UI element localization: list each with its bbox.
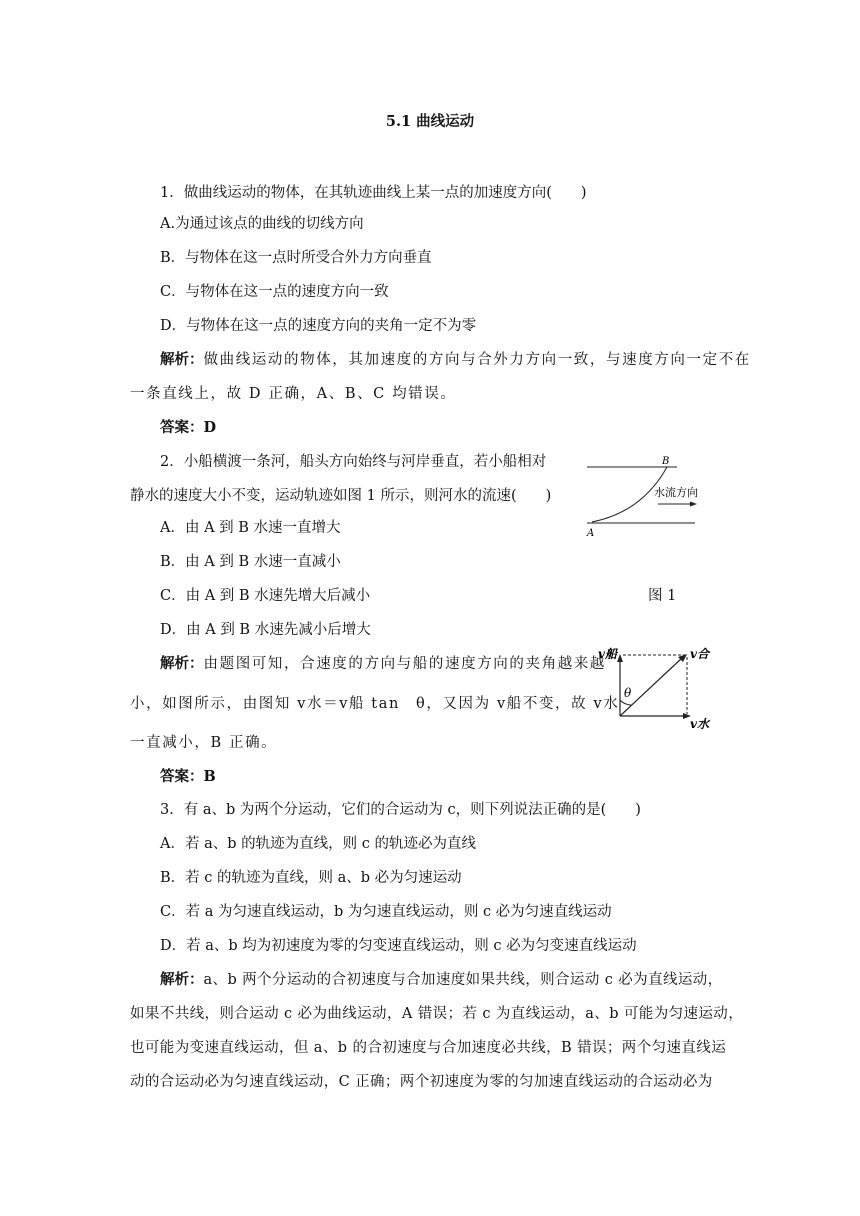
page-title: 5.1 曲线运动	[385, 113, 475, 130]
v-sum-label: v合	[690, 647, 709, 661]
q2-answer: 答案：B	[160, 768, 216, 785]
q1-answer: 答案：D	[160, 419, 217, 436]
q3-analysis-line-4: 动的合运动必为匀速直线运动，C 正确；两个初速度为零的匀加速直线运动的合运动必为	[130, 1074, 713, 1090]
theta-label: θ	[624, 686, 632, 700]
point-a-label: A	[587, 528, 595, 539]
flow-direction-label: 水流方向	[654, 486, 698, 499]
analysis-label: 解析：	[160, 351, 204, 368]
q2-option-d: D．由 A 到 B 水速先减小后增大	[160, 622, 371, 638]
q2-analysis-line-3: 一直减小，B 正确。	[130, 735, 278, 751]
figure-2-velocity-diagram	[594, 642, 720, 734]
q2-analysis-text: 由题图可知，合速度的方向与船的速度方向的夹角越来越	[203, 656, 606, 672]
v-boat-arrowhead-icon	[617, 654, 623, 662]
q2-option-b: B．由 A 到 B 水速一直减小	[160, 554, 341, 570]
flow-arrow-icon	[690, 502, 697, 507]
q2-stem-line-2: 静水的速度大小不变，运动轨迹如图 1 所示，则河水的流速( )	[130, 488, 552, 504]
q3-option-b: B．若 c 的轨迹为直线，则 a、b 必为匀速运动	[160, 870, 462, 886]
q3-option-c: C．若 a 为匀速直线运动，b 为匀速直线运动，则 c 必为匀速直线运动	[160, 904, 612, 920]
q2-analysis-line-1	[160, 654, 606, 674]
analysis-label: 解析：	[160, 655, 204, 672]
figure-1-trajectory	[582, 450, 712, 540]
point-b-label: B	[662, 456, 670, 467]
q2-stem-line-1: 2．小船横渡一条河，船头方向始终与河岸垂直，若小船相对	[160, 454, 547, 470]
q3-stem: 3．有 a、b 为两个分运动，它们的合运动为 c，则下列说法正确的是( )	[160, 802, 641, 818]
figure-1-caption: 图 1	[648, 588, 677, 604]
q2-option-a: A．由 A 到 B 水速一直增大	[160, 520, 341, 536]
theta-arc	[620, 700, 631, 705]
q3-analysis-text: a、b 两个分运动的合初速度与合加速度如果共线，则合运动 c 必为直线运动，	[203, 972, 723, 988]
q3-analysis-line-2: 如果不共线，则合运动 c 必为曲线运动，A 错误；若 c 为直线运动，a、b 可能为匀速运动，	[130, 1006, 744, 1022]
q3-analysis-line-1	[160, 970, 723, 990]
q1-option-d: D．与物体在这一点的速度方向的夹角一定不为零	[160, 318, 477, 334]
q1-stem: 1．做曲线运动的物体，在其轨迹曲线上某一点的加速度方向( )	[160, 185, 587, 201]
q1-analysis-text: 做曲线运动的物体，其加速度的方向与合外力方向一致，与速度方向一定不在	[203, 352, 751, 368]
analysis-label: 解析：	[160, 971, 204, 988]
q1-option-a: A.为通过该点的曲线的切线方向	[160, 216, 364, 232]
v-boat-label: v船	[598, 647, 617, 661]
q2-analysis-line-2: 小，如图所示，由图知 v水＝v船 tan θ，又因为 v船不变，故 v水	[130, 696, 620, 712]
q1-option-c: C．与物体在这一点的速度方向一致	[160, 284, 389, 300]
q2-option-c: C．由 A 到 B 水速先增大后减小	[160, 588, 371, 604]
q3-option-d: D．若 a、b 均为初速度为零的匀变速直线运动，则 c 必为匀变速直线运动	[160, 938, 637, 954]
q3-analysis-line-3: 也可能为变速直线运动，但 a、b 的合初速度与合加速度必共线，B 错误；两个匀速直线运	[130, 1040, 727, 1056]
v-water-label: v水	[690, 717, 709, 731]
q1-option-b: B．与物体在这一点时所受合外力方向垂直	[160, 250, 432, 266]
q3-option-a: A．若 a、b 的轨迹为直线，则 c 的轨迹必为直线	[160, 836, 476, 852]
q1-analysis-line-1	[160, 350, 751, 370]
q1-analysis-line-2: 一条直线上，故 D 正确，A、B、C 均错误。	[130, 386, 457, 402]
